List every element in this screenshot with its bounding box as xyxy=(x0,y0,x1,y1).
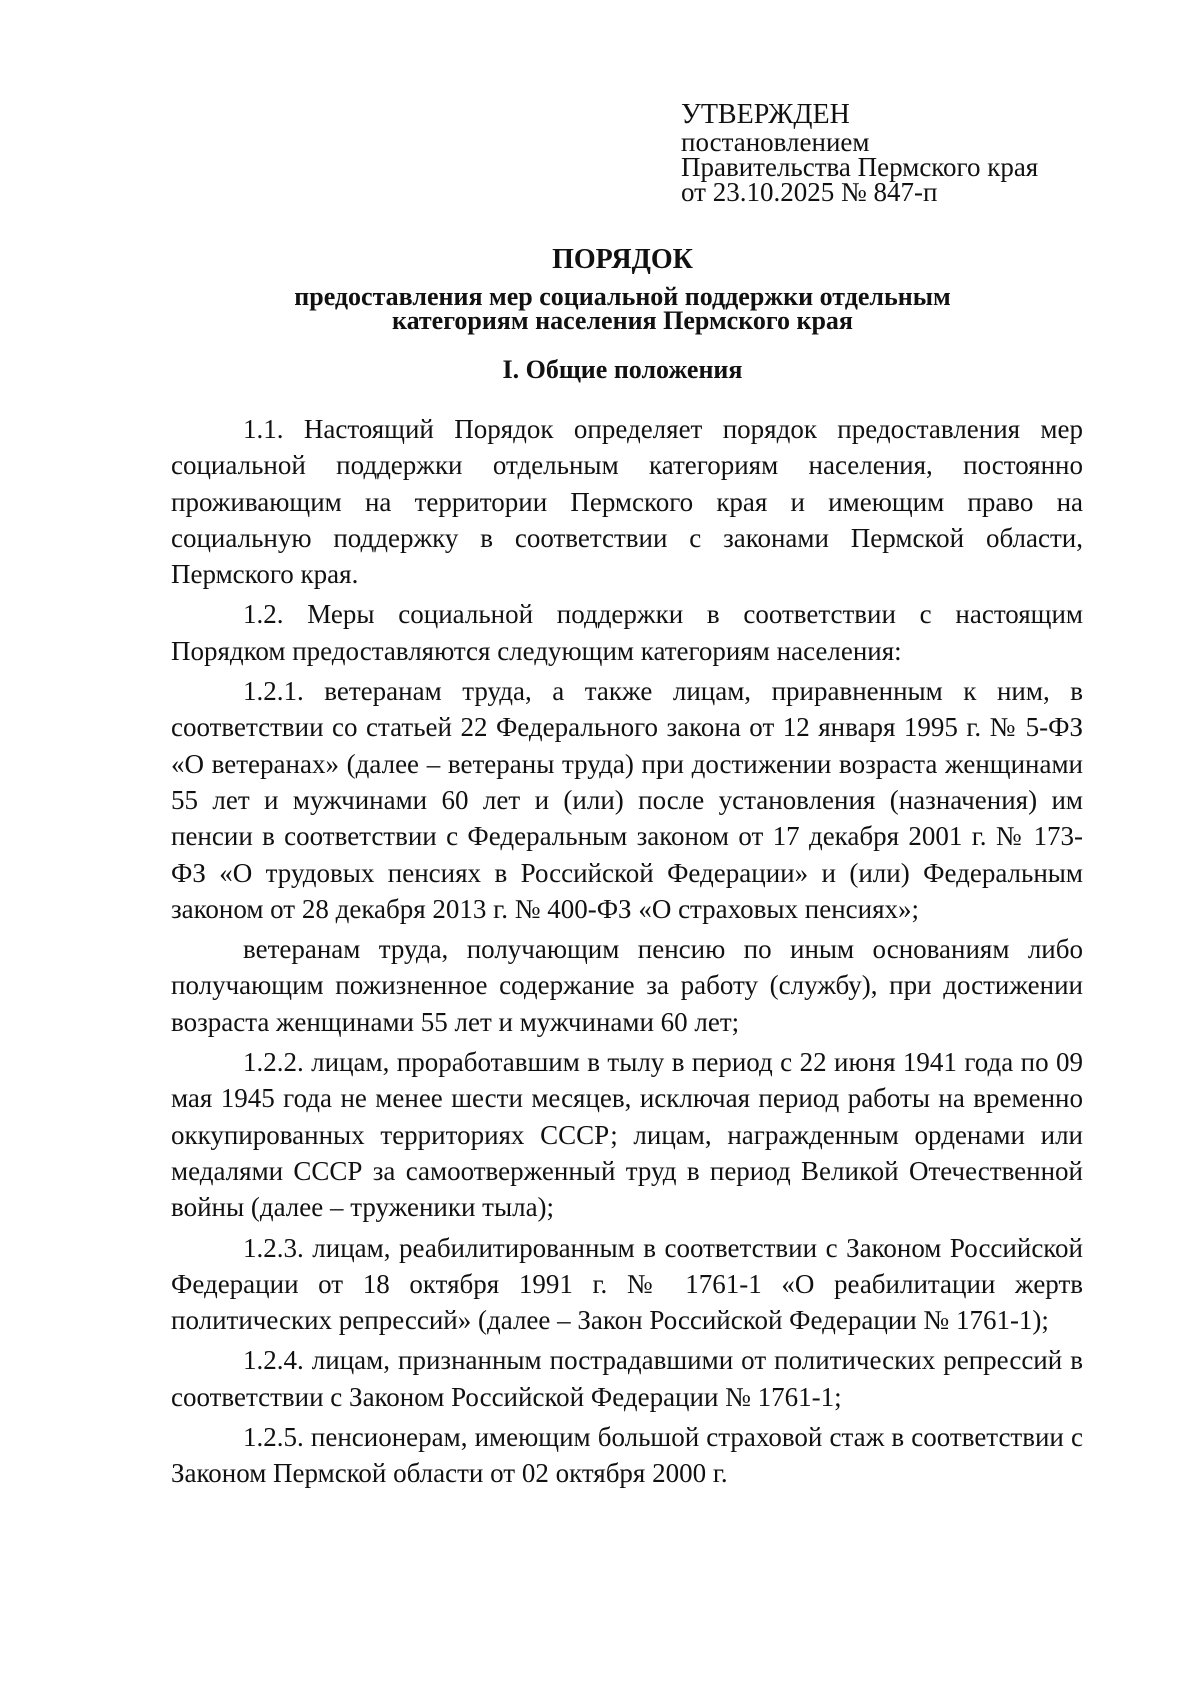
approval-stamp-line: Правительства Пермского края xyxy=(681,152,1039,182)
paragraph: 1.2.3. лицам, реабилитированным в соответствии с Законом Российской Федерации от 18 октября 1991 г. № 1761-1 «О реабилитации жертв политических репрессий» (далее – Закон Российской Федерации № 1761-1); xyxy=(171,1232,1083,1336)
document-body xyxy=(171,411,1083,1496)
paragraph: 1.2.4. лицам, признанным пострадавшими от политических репрессий в соответствии с Законом Российской Федерации № 1761-1; xyxy=(171,1345,1083,1412)
paragraph: 1.2. Меры социальной поддержки в соответствии с настоящим Порядком предоставляются следующим категориям населения: xyxy=(171,599,1083,666)
paragraph: 1.2.1. ветеранам труда, а также лицам, приравненным к ним, в соответствии со статьей 22 Федерального закона от 12 января 1995 г. № 5-ФЗ «О ветеранах» (далее – ветераны труда) при достижении возраста женщинами 55 лет и мужчинами 60 лет и (или) после установления (назначения) им пенсии в соответствии с Федеральным законом от 17 декабря 2001 г. № 173-ФЗ «О трудовых пенсиях в Российской Федерации» и (или) Федеральным законом от 28 декабря 2013 г. № 400-ФЗ «О страховых пенсиях»; xyxy=(171,676,1083,924)
approval-stamp xyxy=(681,100,1038,205)
approval-stamp-date: от 23.10.2025 № 847-п xyxy=(681,177,938,207)
paragraph: ветеранам труда, получающим пенсию по иным основаниям либо получающим пожизненное содержание за работу (службу), при достижении возраста женщинами 55 лет и мужчинами 60 лет; xyxy=(171,934,1083,1037)
paragraph: 1.2.2. лицам, проработавшим в тылу в период с 22 июня 1941 года по 09 мая 1945 года не менее шести месяцев, исключая период работы на временно оккупированных территориях СССР; лицам, награжденным орденами или медалями СССР за самоотверженный труд в период Великой Отечественной войны (далее – труженики тыла); xyxy=(171,1047,1083,1223)
section-title: I. Общие положения xyxy=(502,355,743,384)
document-title: ПОРЯДОК xyxy=(552,244,693,275)
document-subtitle: категориям населения Пермского края xyxy=(391,306,854,335)
paragraph: 1.2.5. пенсионерам, имеющим большой страховой стаж в соответствии с Законом Пермской области от 02 октября 2000 г. xyxy=(171,1422,1083,1489)
approval-stamp-title: УТВЕРЖДЕН xyxy=(681,99,850,130)
paragraph: 1.1. Настоящий Порядок определяет порядок предоставления мер социальной поддержки отдельным категориям населения, постоянно проживающим на территории Пермского края и имеющим право на социальную поддержку в соответствии с законами Пермской области, Пермского края. xyxy=(171,414,1083,590)
document-subtitle: предоставления мер социальной поддержки отдельным xyxy=(294,282,951,311)
approval-stamp-line: постановлением xyxy=(681,127,870,157)
